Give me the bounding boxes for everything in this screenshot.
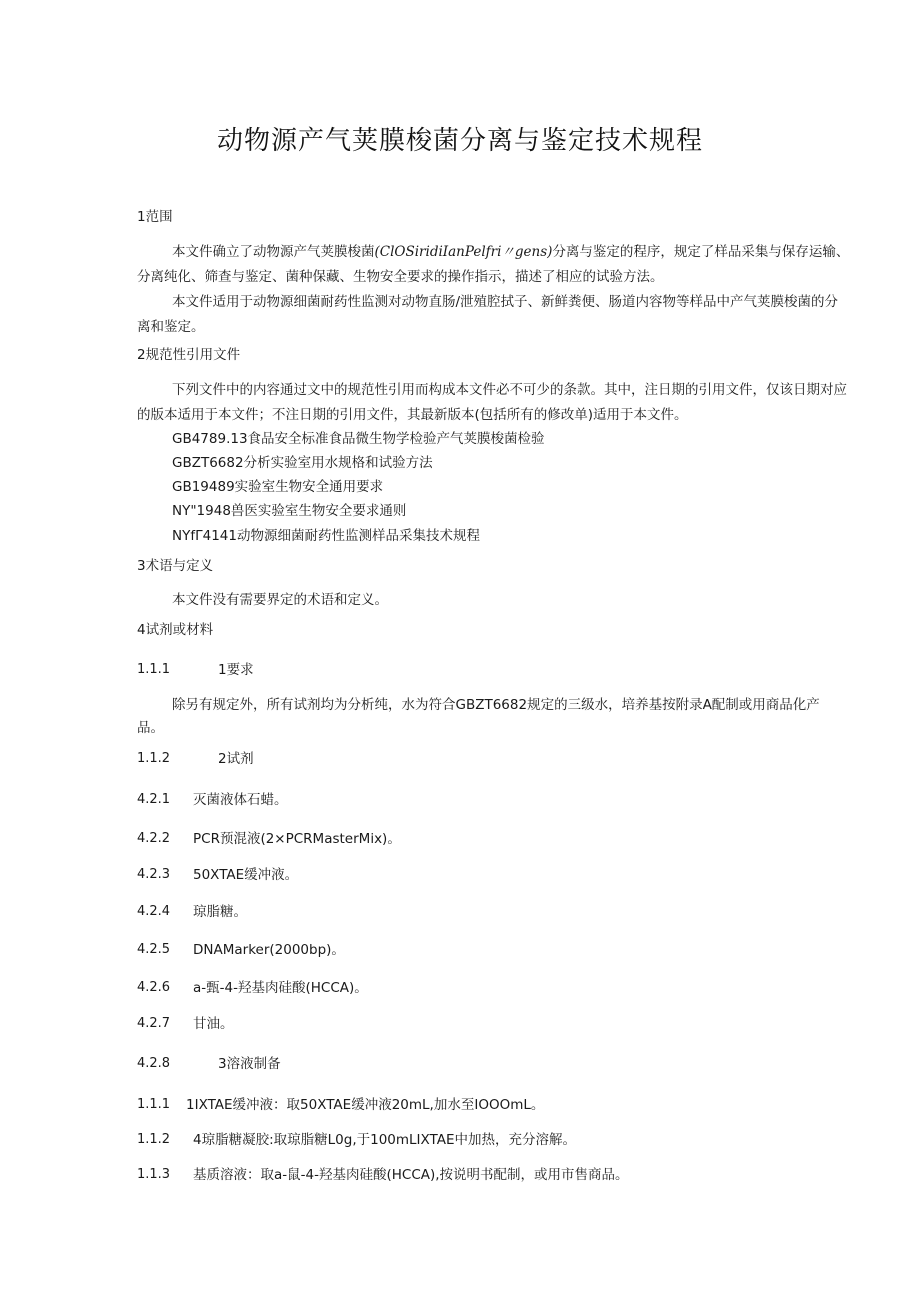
clause-number: 4.2.3 bbox=[137, 867, 171, 882]
reagent-item: 琼脂糖。 bbox=[193, 904, 247, 920]
latin-name: (ClOSiridiIanPelfri〃gens) bbox=[374, 244, 553, 260]
clause-number: 1.1.1 bbox=[137, 662, 171, 677]
requirements-paragraph-line-2: 品。 bbox=[137, 720, 164, 736]
clause-number: 1.1.3 bbox=[137, 1167, 171, 1182]
solution-item: 4琼脂糖凝胶:取琼脂糖L0g,于100mLIXTAE中加热，充分溶解。 bbox=[193, 1132, 577, 1148]
text-segment: 本文件确立了动物源产气荚膜梭菌 bbox=[172, 244, 375, 260]
section-2-paragraph-line-1: 下列文件中的内容通过文中的规范性引用而构成本文件必不可少的条款。其中，注日期的引用文件，仅该日期对应 bbox=[172, 382, 847, 398]
section-3-paragraph: 本文件没有需要界定的术语和定义。 bbox=[172, 592, 388, 608]
section-1-paragraph-1-line-1 bbox=[172, 242, 849, 262]
clause-number: 4.2.8 bbox=[137, 1056, 171, 1071]
clause-number: 4.2.6 bbox=[137, 980, 171, 995]
section-1-paragraph-2-line-1: 本文件适用于动物源细菌耐药性监测对动物直肠/泄殖腔拭子、新鲜粪便、肠道内容物等样品中产气荚膜梭菌的分 bbox=[172, 294, 839, 310]
clause-number: 4.2.2 bbox=[137, 831, 171, 846]
subsection-title: 3溶液制备 bbox=[218, 1056, 281, 1072]
clause-number: 4.2.4 bbox=[137, 904, 171, 919]
solution-item: 基质溶液：取a-鼠-4-羟基肉硅酸(HCCA),按说明书配制，或用市售商品。 bbox=[193, 1167, 629, 1183]
section-1-paragraph-1-line-2: 分离纯化、筛查与鉴定、菌种保藏、生物安全要求的操作指示，描述了相应的试验方法。 bbox=[137, 269, 664, 285]
reagent-item: 甘油。 bbox=[193, 1016, 234, 1032]
solution-item: 1IXTAE缓冲液：取50XTAE缓冲液20mL,加水至IOOOmL。 bbox=[186, 1097, 545, 1113]
section-2-paragraph-line-2: 的版本适用于本文件；不注日期的引用文件，其最新版本(包括所有的修改单)适用于本文件。 bbox=[137, 407, 688, 423]
section-1-paragraph-2-line-2: 离和鉴定。 bbox=[137, 319, 205, 335]
reagent-item: a-甄-4-羟基肉硅酸(HCCA)。 bbox=[193, 980, 368, 996]
reference-item: GB4789.13食品安全标准食品微生物学检验产气荚膜梭菌检验 bbox=[172, 431, 545, 447]
clause-number: 1.1.2 bbox=[137, 1132, 171, 1147]
requirements-paragraph-line-1: 除另有规定外，所有试剂均为分析纯，水为符合GBZT6682规定的三级水，培养基按附录A配制或用商品化产 bbox=[172, 697, 820, 713]
text-segment: 分离与鉴定的程序，规定了样品采集与保存运输、 bbox=[552, 244, 850, 260]
clause-number: 1.1.2 bbox=[137, 751, 171, 766]
reference-item: GB19489实验室生物安全通用要求 bbox=[172, 479, 384, 495]
reference-item: GBZT6682分析实验室用水规格和试验方法 bbox=[172, 455, 433, 471]
reference-item: NY"1948兽医实验室生物安全要求通则 bbox=[172, 503, 407, 519]
subsection-title: 1要求 bbox=[218, 662, 254, 678]
section-2-heading: 2规范性引用文件 bbox=[137, 347, 241, 363]
clause-number: 1.1.1 bbox=[137, 1097, 171, 1112]
page-title: 动物源产气荚膜梭菌分离与鉴定技术规程 bbox=[216, 126, 703, 156]
reagent-item: 灭菌液体石蜡。 bbox=[193, 792, 288, 808]
section-3-heading: 3术语与定义 bbox=[137, 558, 214, 574]
clause-number: 4.2.1 bbox=[137, 792, 171, 807]
reagent-item: PCR预混液(2×PCRMasterMix)。 bbox=[193, 831, 401, 847]
section-4-heading: 4试剂或材料 bbox=[137, 622, 214, 638]
section-1-heading: 1范围 bbox=[137, 209, 173, 225]
clause-number: 4.2.7 bbox=[137, 1016, 171, 1031]
reagent-item: 50XTAE缓冲液。 bbox=[193, 867, 299, 883]
clause-number: 4.2.5 bbox=[137, 942, 171, 957]
subsection-title: 2试剂 bbox=[218, 751, 254, 767]
reagent-item: DNAMarker(2000bp)。 bbox=[193, 942, 345, 958]
reference-item: NYfΓ4141动物源细菌耐药性监测样品采集技术规程 bbox=[172, 528, 480, 544]
